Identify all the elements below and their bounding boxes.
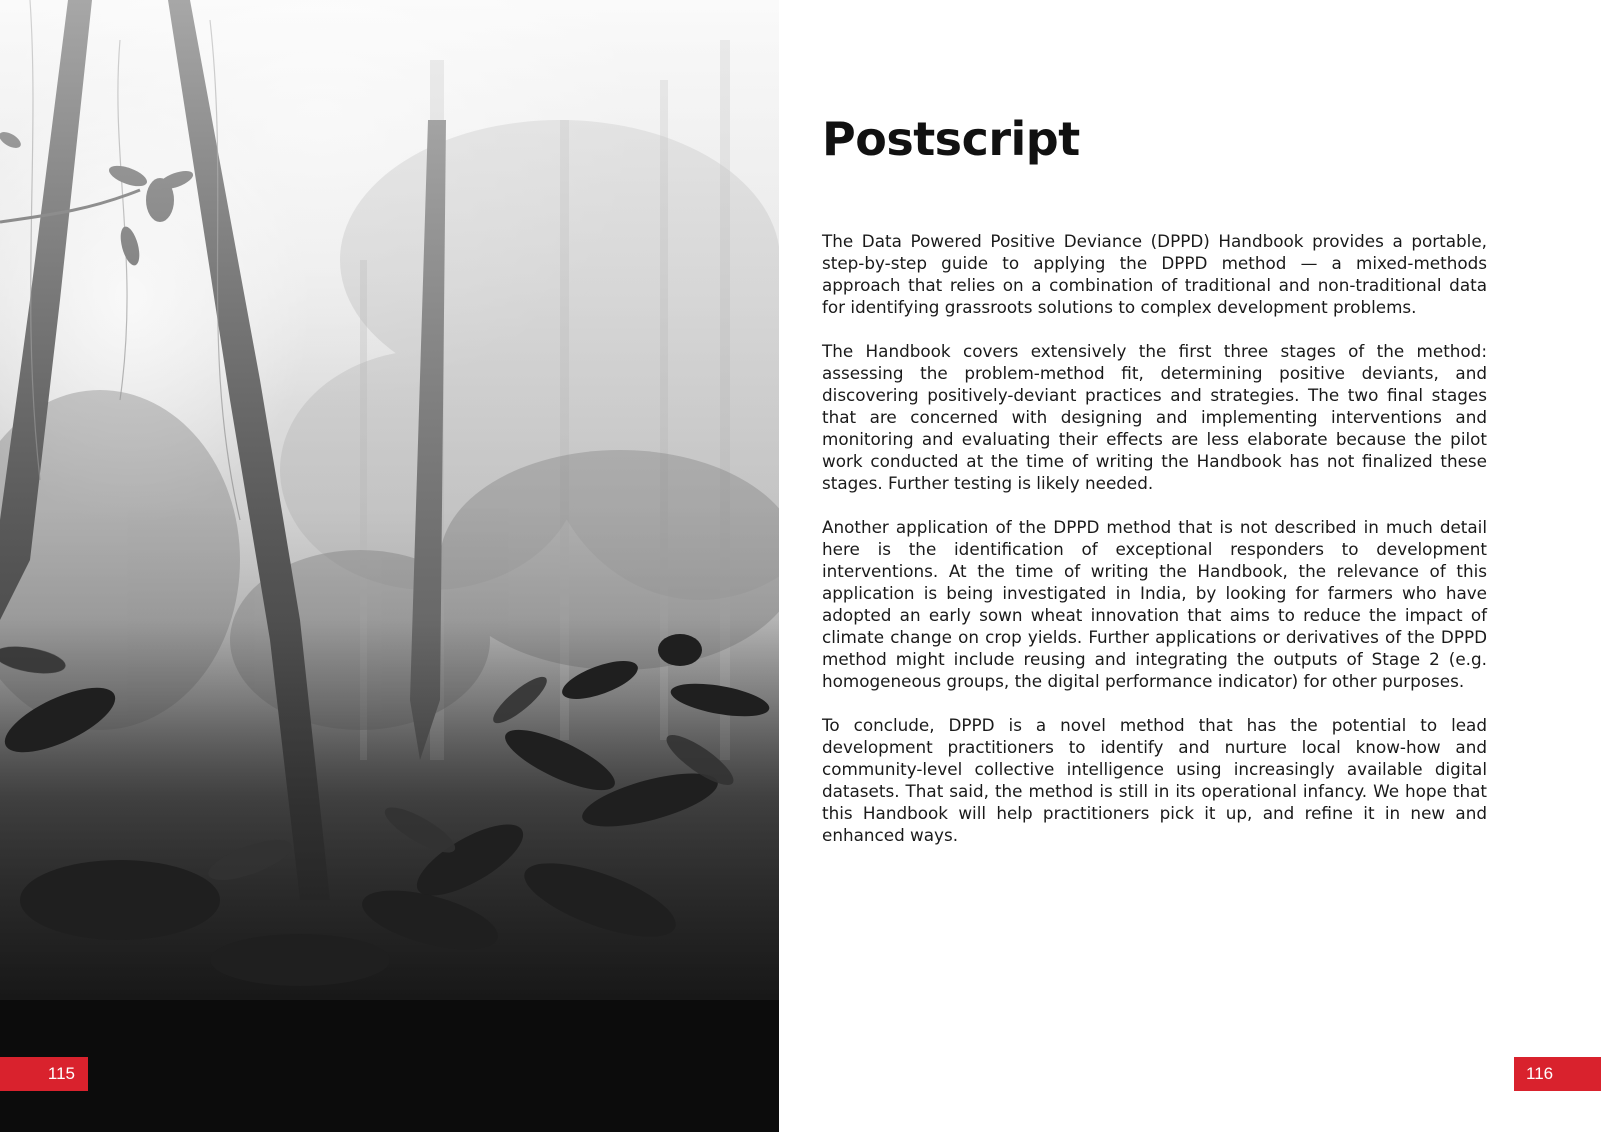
page-number-left <box>0 1057 88 1091</box>
forest-illustration <box>0 0 779 1132</box>
page-number-left-label: 115 <box>47 1064 75 1083</box>
body-text <box>822 230 1487 868</box>
paragraph-3: Another application of the DPPD method that is not described in much detail here is the identification of exceptional responders to development interventions. At the time of writing the Handbook, the relevance of this application is being investigated in India, by looking for farmers who have adopted an early sown wheat innovation that aims to reduce the impact of climate change on crop yields. Further applications or derivatives of the DPPD method might include reusing and integrating the outputs of Stage 2 (e.g. homogeneous groups, the digital performance indicator) for other purposes. <box>822 517 1487 691</box>
paragraph-4: To conclude, DPPD is a novel method that has the potential to lead development practitioners to identify and nurture local know-how and community-level collective intelligence using increasingly available digital datasets. That said, the method is still in its operational infancy. We hope that this Handbook will help practitioners pick it up, and refine it in new and enhanced ways. <box>822 715 1487 845</box>
page-number-right-label: 116 <box>1526 1064 1554 1083</box>
page-number-right <box>1514 1057 1601 1091</box>
page-title: Postscript <box>822 112 1080 166</box>
text-page <box>779 0 1601 1132</box>
paragraph-1: The Data Powered Positive Deviance (DPPD) Handbook provides a portable, step-by-step guide to applying the DPPD method — a mixed-methods approach that relies on a combination of traditional and non-traditional data for identifying grassroots solutions to complex development problems. <box>822 231 1487 317</box>
paragraph-2: The Handbook covers extensively the first three stages of the method: assessing the problem-method fit, determining positive deviants, and discovering positively-deviant practices and strategies. The two final stages that are concerned with designing and implementing interventions and monitoring and evaluating their effects are less elaborate because the pilot work conducted at the time of writing the Handbook has not finalized these stages. Further testing is likely needed. <box>822 341 1487 493</box>
forest-photo <box>0 0 779 1132</box>
